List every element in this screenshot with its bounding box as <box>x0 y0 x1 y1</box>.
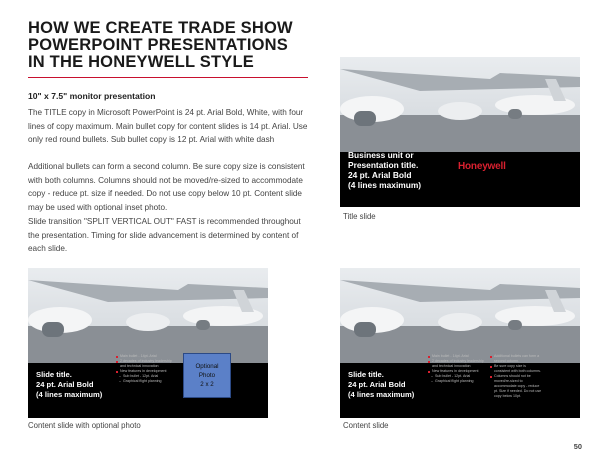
slide-caption: Content slide <box>343 421 389 430</box>
slide-title-text: Business unit or Presentation title. 24 pt. Arial Bold (4 lines maximum) <box>348 150 422 190</box>
list-item: – Sub bullet - 12pt. Arial <box>428 374 484 379</box>
list-item: Columns should not be moved/re-sized to accommodate copy - reduce pt. Size if needed. Do not use copy below 10pt. <box>490 374 542 399</box>
list-item: Additional bullets can form a second column. <box>490 354 542 364</box>
page-title <box>28 20 308 71</box>
body-paragraph: Slide transition "SPLIT VERTICAL OUT" FAST is recommended throughout the presentation. Timing for slide advancement is determined by content of each slide. <box>28 217 301 253</box>
optional-photo-placeholder: Optional Photo 2 x 2 <box>183 353 231 398</box>
airplane-photo-icon <box>340 268 580 363</box>
airplane-photo-icon <box>28 268 268 363</box>
list-item: New features in development <box>116 369 172 374</box>
list-item: Be sure copy size is consistent with both columns. <box>490 364 542 374</box>
slide-caption: Title slide <box>343 212 376 221</box>
page-title-line: IN THE HONEYWELL STYLE <box>28 53 254 71</box>
bullet-list-column-1 <box>428 354 484 384</box>
list-item: – Sub bullet - 12pt. Arial <box>116 374 172 379</box>
photo-slide-thumbnail <box>28 268 268 418</box>
bullet-list-column-2 <box>490 354 542 399</box>
body-paragraph: The TITLE copy in Microsoft PowerPoint is 24 pt. Arial Bold, White, with four lines of copy maximum. Main bullet copy for content slides is 14 pt. Arial. Use only red round bullets. Sub bullet copy is 12 pt. Arial with white dash <box>28 108 308 144</box>
list-item: – Graphical flight planning <box>428 379 484 384</box>
body-paragraph: Additional bullets can form a second column. Be sure copy size is consistent with both columns. Columns should not be moved/re-sized to accommodate copy - reduce pt. size if needed. Do not use copy below 10 pt. Content slide may be used with optional inset photo. <box>28 162 305 212</box>
list-item: New features in development <box>428 369 484 374</box>
title-divider <box>28 77 308 78</box>
list-item: Main bullet - 14pt. Arial <box>428 354 484 359</box>
list-item: Main bullet - 14pt. Arial <box>116 354 172 359</box>
slide-title-text: Slide title. 24 pt. Arial Bold (4 lines maximum) <box>36 370 103 399</box>
slide-caption: Content slide with optional photo <box>28 421 141 430</box>
page-title-line: HOW WE CREATE TRADE SHOW <box>28 19 293 37</box>
slide-title-text: Slide title. 24 pt. Arial Bold (4 lines maximum) <box>348 370 415 399</box>
list-item: 2 decades of industry leadership and technical innovation <box>428 359 484 369</box>
airplane-photo-icon <box>340 57 580 152</box>
list-item: – Graphical flight planning <box>116 379 172 384</box>
title-slide-thumbnail <box>340 57 580 207</box>
list-item: 2 decades of industry leadership and technical innovation <box>116 359 172 369</box>
content-slide-thumbnail <box>340 268 580 418</box>
page-number: 50 <box>573 442 582 451</box>
bullet-list <box>116 354 172 384</box>
honeywell-logo: Honeywell <box>458 161 506 172</box>
page-title-line: POWERPOINT PRESENTATIONS <box>28 36 288 54</box>
section-subheading: 10" x 7.5" monitor presentation <box>28 91 156 101</box>
